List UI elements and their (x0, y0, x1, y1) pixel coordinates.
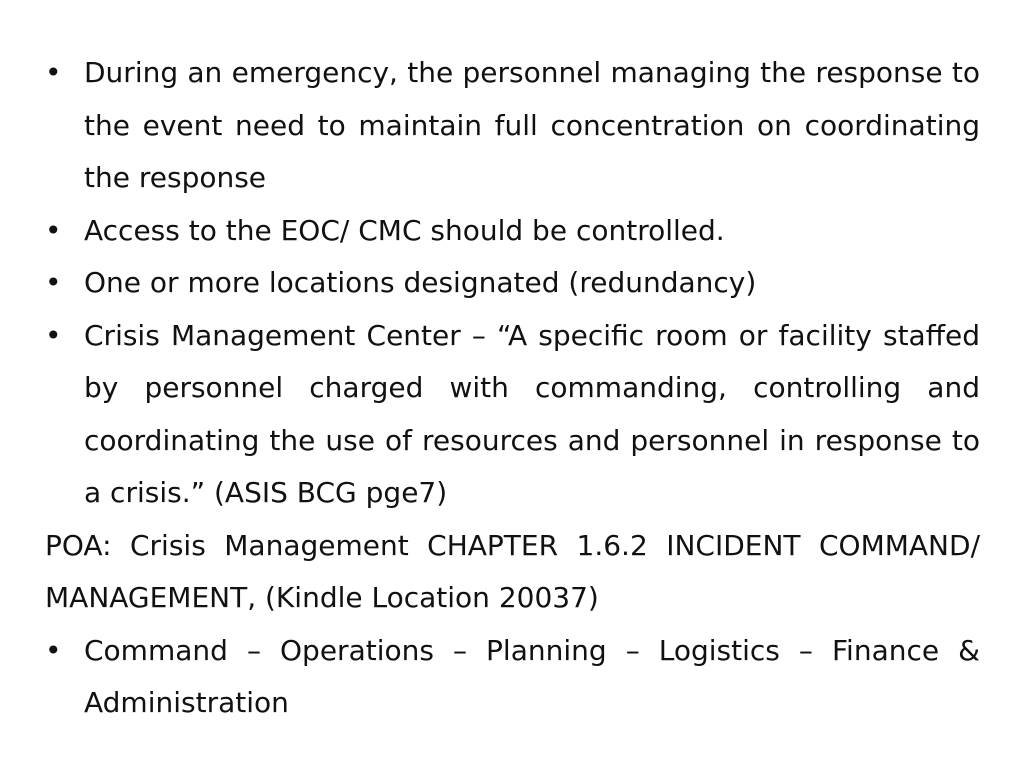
bullet-text: Command – Operations – Planning – Logistics – Finance & Administration (84, 633, 980, 719)
bullet-marker: • (45, 56, 62, 89)
bullet-item (45, 257, 980, 310)
bullet-marker: • (45, 318, 62, 352)
bullet-text: During an emergency, the personnel managing the response to the event need to maintain full concentration on coordinating the response (84, 56, 980, 194)
bullet-item (45, 625, 980, 730)
bullet-item (45, 205, 980, 258)
bullet-marker: • (45, 633, 62, 667)
bullet-text: Crisis Management Center – “A specific room or facility staffed by personnel charged with commanding, controlling and coordinating the use of resources and personnel in response to a crisis.” (ASIS BCG pge7) (84, 318, 980, 509)
bullet-text: One or more locations designated (redundancy) (84, 266, 757, 299)
bullet-item (45, 47, 980, 205)
bullet-item (45, 310, 980, 520)
slide-body (45, 47, 980, 730)
bullet-text: Access to the EOC/ CMC should be controlled. (84, 213, 725, 247)
reference-paragraph: POA: Crisis Management CHAPTER 1.6.2 INCIDENT COMMAND/ MANAGEMENT, (Kindle Location 20037) (45, 528, 980, 614)
bullet-marker: • (45, 266, 62, 299)
bullet-marker: • (45, 213, 62, 247)
